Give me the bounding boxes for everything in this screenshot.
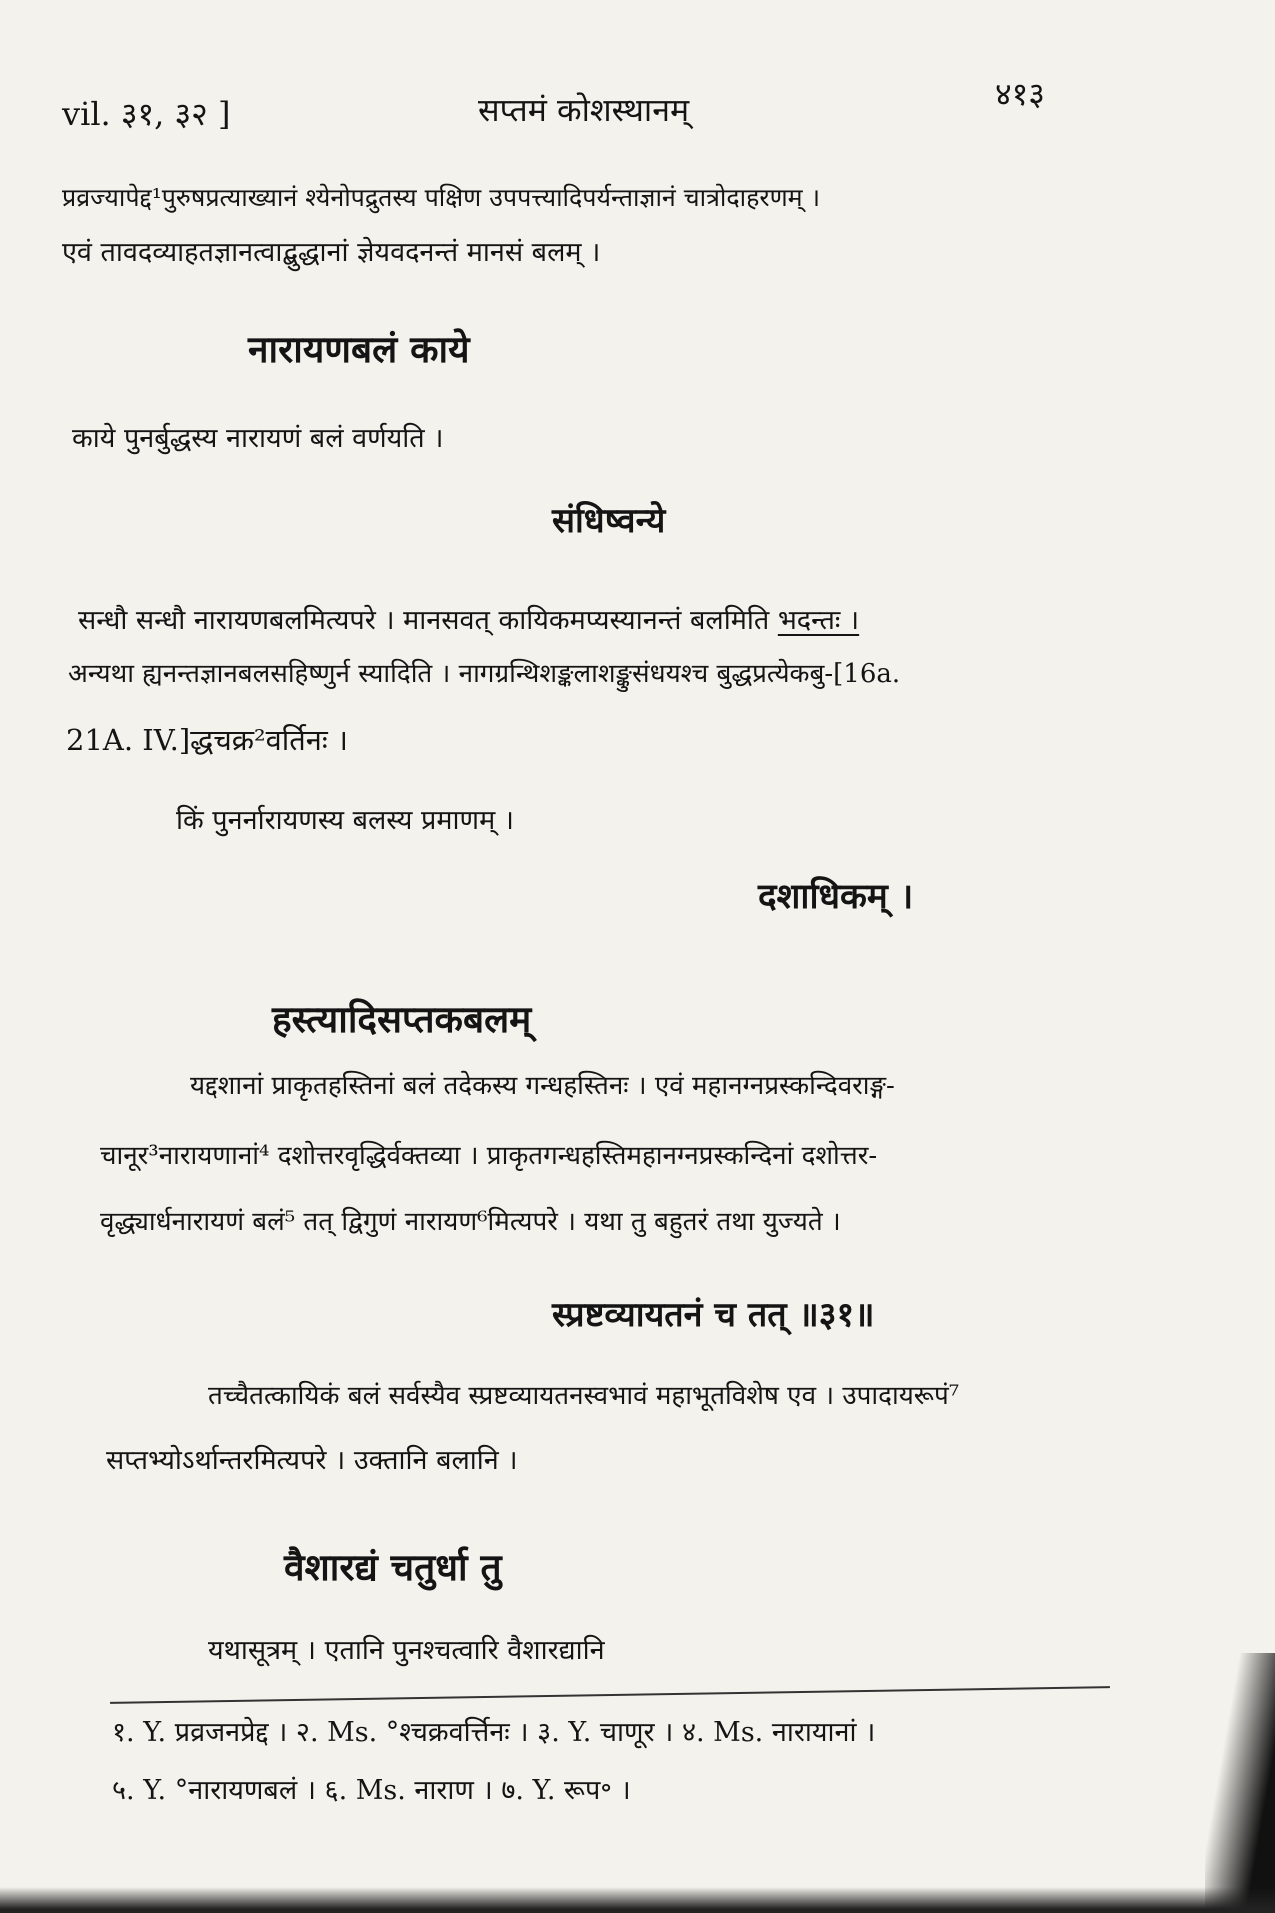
heading-hastyadi: हस्त्यादिसप्तकबलम्	[272, 997, 532, 1041]
running-head-title: सप्तमं कोशस्थानम्	[478, 91, 690, 129]
footnote-line-1: १. Y. प्रव्रजनप्रेद्द । २. Ms. °श्चक्रवर्त्तिनः । ३. Y. चाणूर । ४. Ms. नारायानां ।	[112, 1717, 876, 1748]
text-line-4	[78, 600, 859, 637]
text-line-5: अन्यथा ह्यनन्तज्ञानबलसहिष्णुर्न स्यादिति । नागग्रन्थिशङ्कलाशङ्कुसंधयश्च बुद्धप्रत्येकबु-[16a.	[68, 659, 901, 689]
page-number: ४१३	[995, 75, 1045, 113]
scan-shadow-edge	[1205, 1653, 1275, 1913]
text-line-7: किं पुनर्नारायणस्य बलस्य प्रमाणम् ।	[176, 805, 515, 836]
text-line-11: तच्चैतत्कायिकं बलं सर्वस्यैव स्प्रष्टव्यायतनस्वभावं महाभूतविशेष एव । उपादायरूपं⁷	[208, 1381, 960, 1411]
heading-vaisharadya: वैशारद्यं चतुर्धा तु	[284, 1545, 502, 1589]
footnote-rule	[110, 1686, 1110, 1704]
scan-bottom-edge	[0, 1887, 1275, 1913]
text-line-2: एवं तावदव्याहतज्ञानत्वाद्बुद्धानां ज्ञेयवदनन्तं मानसं बलम् ।	[62, 237, 601, 268]
text-line-8: यद्दशानां प्राकृतहस्तिनां बलं तदेकस्य गन्धहस्तिनः । एवं महानग्नप्रस्कन्दिवराङ्ग-	[190, 1071, 895, 1101]
text-line-12: सप्तभ्योऽर्थान्तरमित्यपरे । उक्तानि बलानि ।	[106, 1445, 518, 1476]
footnote-line-2: ५. Y. °नारायणबलं । ६. Ms. नाराण । ७. Y. रूप॰ ।	[112, 1775, 631, 1806]
text-line-9: चानूर³नारायणानां⁴ दशोत्तरवृद्धिर्वक्तव्या । प्राकृतगन्धहस्तिमहानग्नप्रस्कन्दिनां दशोत्तर-	[100, 1141, 878, 1171]
text-line-4-bhadanta: भदन्तः ।	[777, 605, 860, 636]
heading-dashadhikam: दशाधिकम् ।	[758, 876, 914, 917]
heading-sandhi: संधिष्वन्ये	[552, 501, 666, 541]
text-line-6: 21A. IV.]द्धचक्र²वर्तिनः ।	[66, 723, 348, 757]
text-line-1: प्रव्रज्यापेद्द¹पुरुषप्रत्याख्यानं श्येनोपद्रुतस्य पक्षिण उपपत्त्यादिपर्यन्ताज्ञानं चात्रोदाहरणम् ।	[62, 183, 821, 212]
heading-sprashtavya: स्प्रष्टव्यायतनं च तत् ॥३१॥	[552, 1295, 875, 1335]
text-line-4-main: सन्धौ सन्धौ नारायणबलमित्यपरे । मानसवत् कायिकमप्यस्यानन्तं बलमिति	[78, 605, 778, 636]
heading-narayana-bala: नारायणबलं काये	[248, 327, 470, 371]
text-line-10: वृद्ध्यार्धनारायणं बलं⁵ तत् द्विगुणं नारायण⁶मित्यपरे । यथा तु बहुतरं तथा युज्यते ।	[100, 1207, 841, 1237]
text-line-3: काये पुनर्बुद्धस्य नारायणं बलं वर्णयति ।	[72, 423, 444, 454]
running-head-left: vil. ३१, ३२ ]	[62, 95, 231, 133]
text-line-13: यथासूत्रम् । एतानि पुनश्चत्वारि वैशारद्यानि	[208, 1635, 605, 1666]
